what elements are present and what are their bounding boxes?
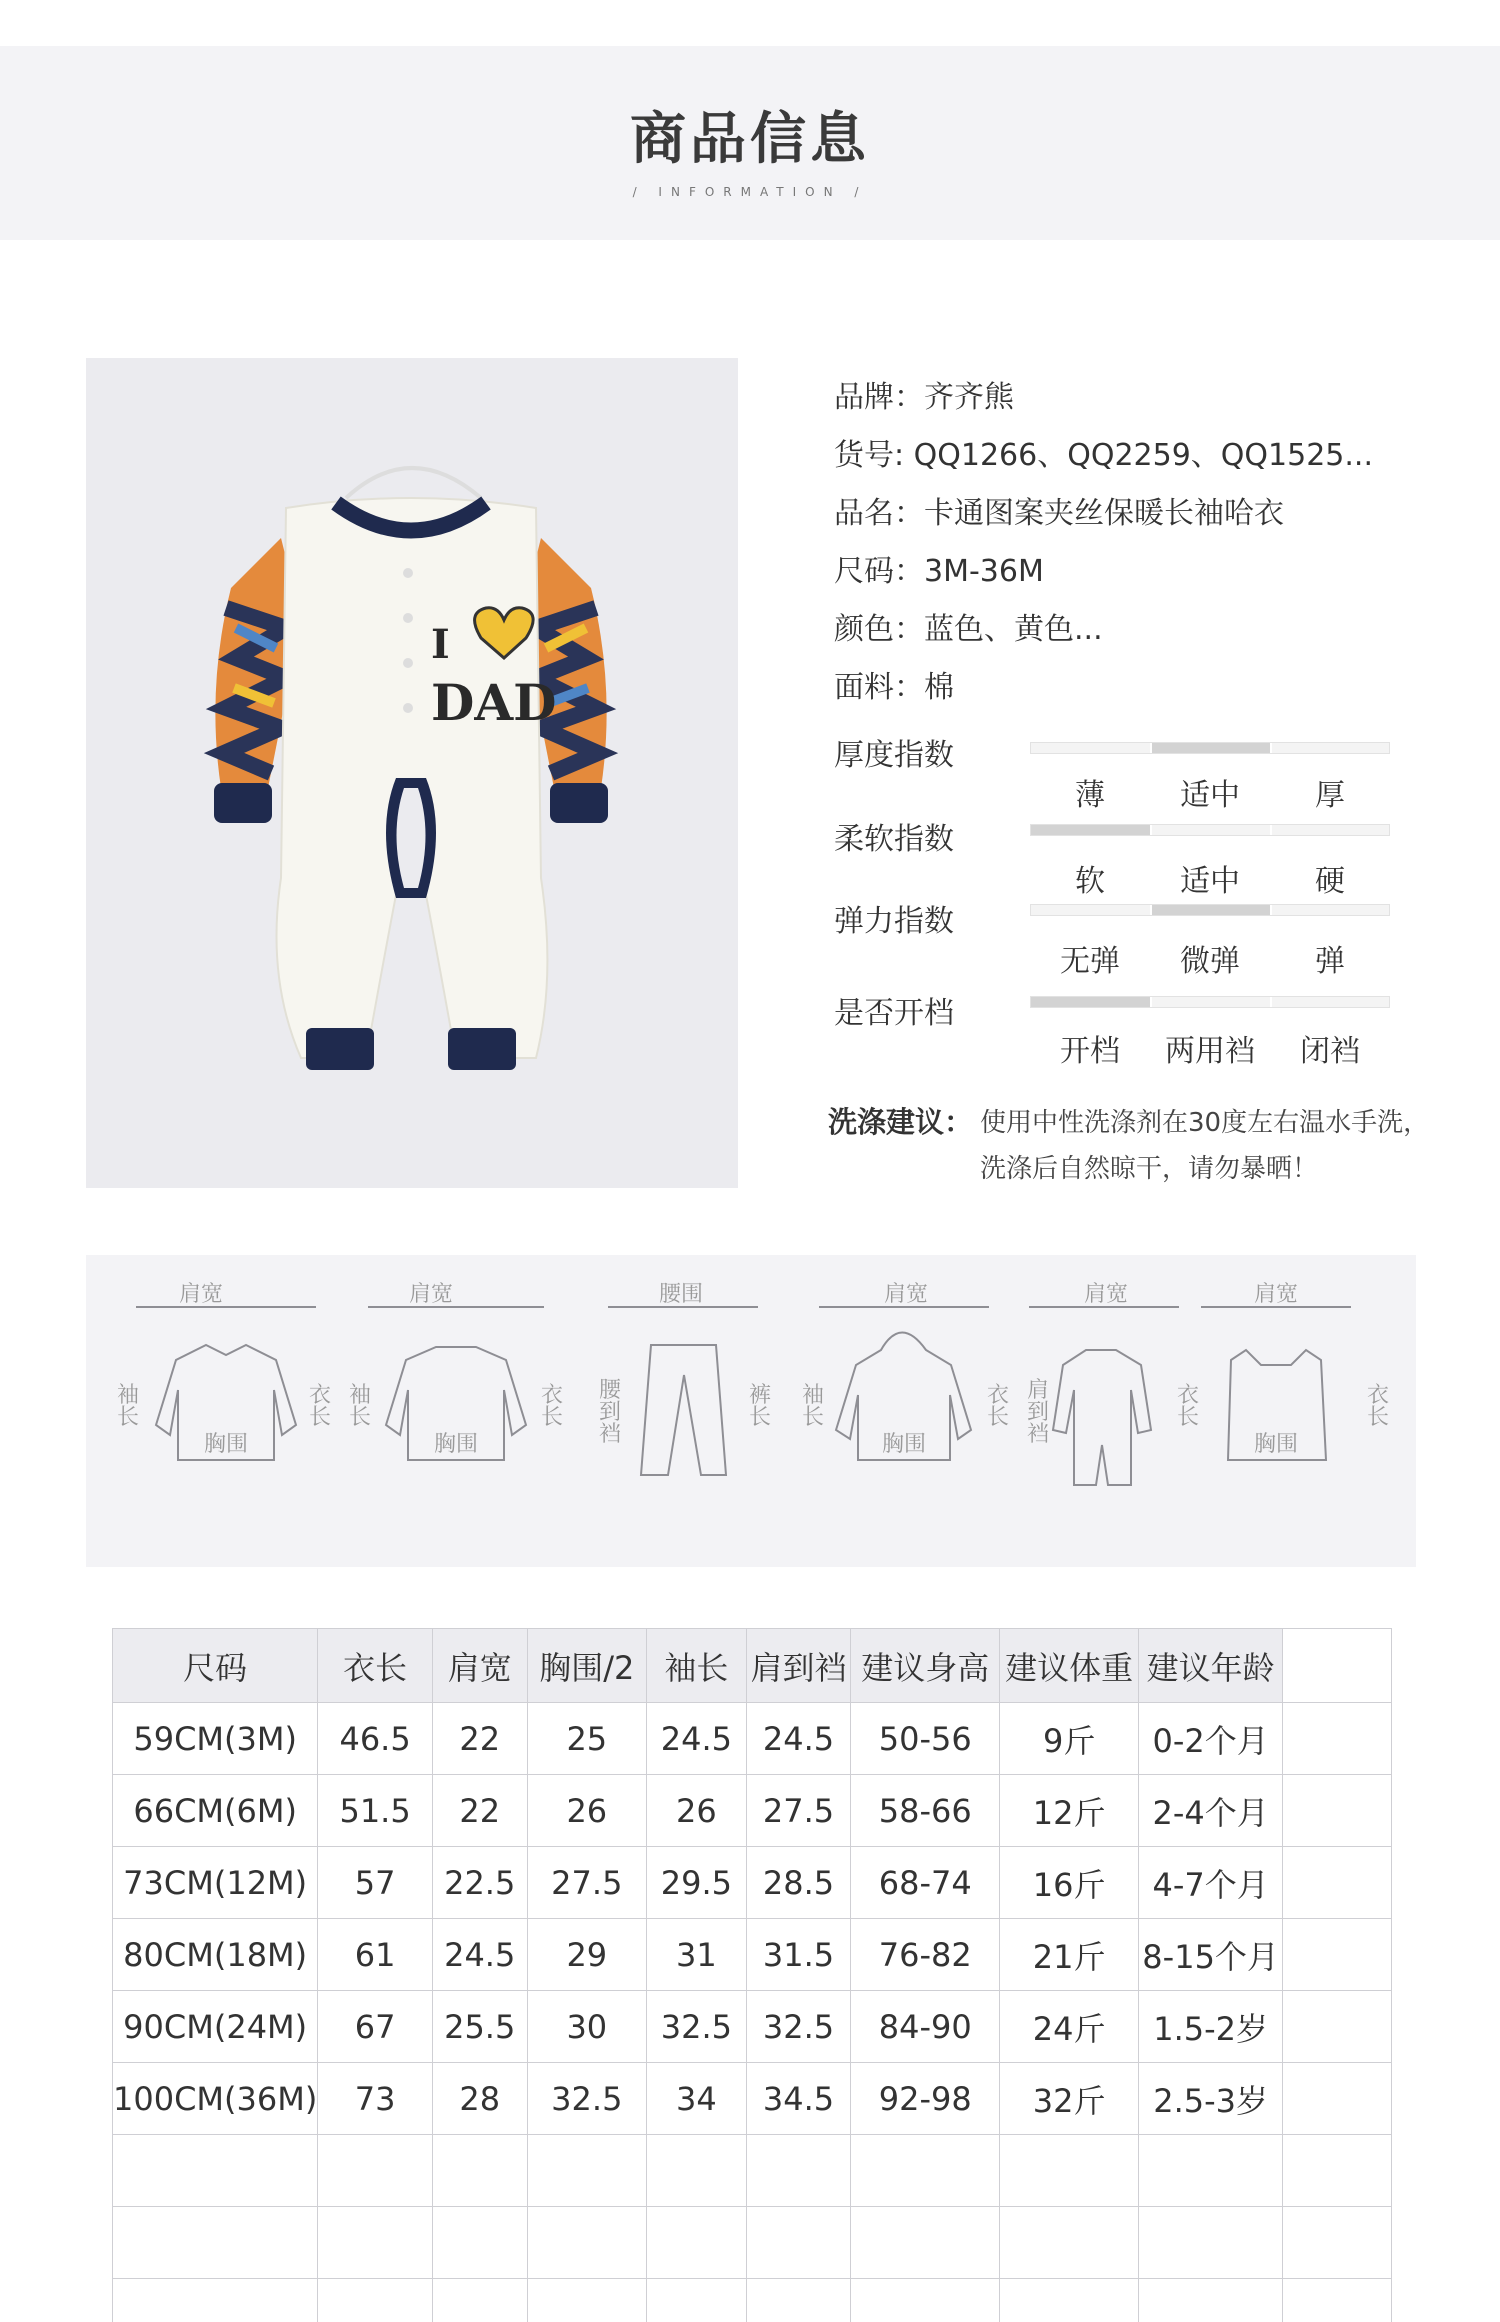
table-cell: [1283, 1775, 1392, 1847]
name-label: 品名：: [834, 496, 924, 531]
guide-left-label: 袖长: [801, 1383, 824, 1430]
table-cell: 29.5: [647, 1847, 747, 1919]
table-header-cell: 建议体重: [1000, 1629, 1139, 1703]
table-cell: 9斤: [1000, 1703, 1139, 1775]
table-cell: 80CM(18M): [113, 1919, 318, 1991]
table-cell: 8-15个月: [1139, 1919, 1283, 1991]
table-cell: 22.5: [432, 1847, 527, 1919]
table-cell: 31: [647, 1919, 747, 1991]
table-cell: 84-90: [851, 1991, 1000, 2063]
info-fabric: [834, 662, 954, 706]
table-cell: [851, 2279, 1000, 2322]
brand-label: 品牌：: [834, 380, 924, 415]
sku-label: 货号:: [834, 438, 914, 473]
guide-left-label: 袖长: [116, 1383, 139, 1430]
thickness-meter: [1030, 742, 1390, 754]
section-title: 商品信息: [630, 107, 870, 172]
crotch-option: 闭裆: [1300, 1034, 1360, 1069]
table-cell: 67: [318, 1991, 433, 2063]
table-cell: 73: [318, 2063, 433, 2135]
table-header-cell: 肩宽: [432, 1629, 527, 1703]
table-cell: 29: [527, 1919, 646, 1991]
table-cell: 58-66: [851, 1775, 1000, 1847]
thickness-option: 厚: [1315, 778, 1345, 813]
table-cell: 57: [318, 1847, 433, 1919]
color-value: 蓝色、黄色...: [924, 612, 1103, 647]
table-cell: 25: [527, 1703, 646, 1775]
elasticity-option: 微弹: [1180, 944, 1240, 979]
guide-left-label: 肩到裆: [1026, 1378, 1049, 1447]
table-cell: [527, 2279, 646, 2322]
table-cell: [1139, 2135, 1283, 2207]
table-cell: 31.5: [746, 1919, 851, 1991]
table-row: [113, 1775, 1392, 1847]
table-cell: 2.5-3岁: [1139, 2063, 1283, 2135]
name-value: 卡通图案夹丝保暖长袖哈衣: [924, 496, 1284, 531]
sku-value: QQ1266、QQ2259、QQ1525...: [913, 438, 1373, 473]
table-cell: 0-2个月: [1139, 1703, 1283, 1775]
table-cell: [527, 2207, 646, 2279]
table-header-cell: 建议年龄: [1139, 1629, 1283, 1703]
table-cell: [432, 2279, 527, 2322]
table-cell: 76-82: [851, 1919, 1000, 1991]
table-cell: [1000, 2207, 1139, 2279]
table-cell: [1139, 2279, 1283, 2322]
table-cell: [432, 2135, 527, 2207]
guide-top-label: 肩宽: [883, 1282, 928, 1307]
product-photo: [86, 358, 738, 1188]
table-cell: 34: [647, 2063, 747, 2135]
print-text-i: I: [431, 621, 450, 668]
table-cell: [527, 2135, 646, 2207]
table-cell: 4-7个月: [1139, 1847, 1283, 1919]
table-cell: 50-56: [851, 1703, 1000, 1775]
table-cell: 28.5: [746, 1847, 851, 1919]
table-cell: 66CM(6M): [113, 1775, 318, 1847]
table-header-cell: 胸围/2: [527, 1629, 646, 1703]
table-cell: 16斤: [1000, 1847, 1139, 1919]
table-cell: 27.5: [527, 1847, 646, 1919]
table-cell: 59CM(3M): [113, 1703, 318, 1775]
softness-meter: [1030, 824, 1390, 836]
table-cell: 24.5: [647, 1703, 747, 1775]
brand-value: 齐齐熊: [924, 380, 1014, 415]
table-cell: [1283, 2279, 1392, 2322]
guide-center-label: 胸围: [1253, 1432, 1298, 1457]
crotch-option: 开档: [1060, 1034, 1120, 1069]
table-cell: [746, 2135, 851, 2207]
table-cell: 27.5: [746, 1775, 851, 1847]
table-cell: 68-74: [851, 1847, 1000, 1919]
table-header-cell: 建议身高: [851, 1629, 1000, 1703]
table-cell: 26: [647, 1775, 747, 1847]
table-cell: [113, 2135, 318, 2207]
table-cell: [318, 2279, 433, 2322]
guide-top-label: 肩宽: [178, 1282, 223, 1307]
table-cell: [1283, 1703, 1392, 1775]
crotch-option: 两用裆: [1165, 1034, 1255, 1069]
table-cell: 100CM(36M): [113, 2063, 318, 2135]
table-cell: 1.5-2岁: [1139, 1991, 1283, 2063]
print-text-dad: DAD: [431, 673, 557, 732]
fabric-value: 棉: [924, 670, 954, 705]
table-row: [113, 2135, 1392, 2207]
thickness-option: 薄: [1075, 778, 1105, 813]
table-cell: 92-98: [851, 2063, 1000, 2135]
crotch-index-label: 是否开档: [834, 996, 954, 1031]
wash-line-1: 使用中性洗涤剂在30度左右温水手洗，: [980, 1108, 1430, 1138]
table-cell: [1283, 1991, 1392, 2063]
table-row: [113, 2279, 1392, 2322]
wash-label: 洗涤建议：: [828, 1105, 974, 1139]
softness-option: 硬: [1315, 864, 1345, 899]
table-cell: 24.5: [432, 1919, 527, 1991]
table-row: [113, 1847, 1392, 1919]
table-header-cell: 肩到裆: [746, 1629, 851, 1703]
guide-right-label: 衣长: [540, 1383, 563, 1430]
crotch-meter: [1030, 996, 1390, 1008]
table-header-row: [113, 1629, 1392, 1703]
elasticity-index-label: 弹力指数: [834, 904, 954, 939]
table-cell: 32斤: [1000, 2063, 1139, 2135]
table-cell: [113, 2207, 318, 2279]
table-cell: 90CM(24M): [113, 1991, 318, 2063]
elasticity-option: 无弹: [1060, 944, 1120, 979]
table-cell: [1000, 2135, 1139, 2207]
guide-right-label: 裤长: [748, 1383, 771, 1430]
softness-index-label: 柔软指数: [834, 822, 954, 857]
romper-illustration: [86, 358, 738, 1188]
table-cell: [851, 2207, 1000, 2279]
table-cell: 34.5: [746, 2063, 851, 2135]
table-row: [113, 2063, 1392, 2135]
elasticity-option: 弹: [1315, 944, 1345, 979]
table-header-cell: 衣长: [318, 1629, 433, 1703]
table-cell: 32.5: [746, 1991, 851, 2063]
table-cell: [746, 2279, 851, 2322]
table-cell: [1000, 2279, 1139, 2322]
thickness-option: 适中: [1180, 778, 1240, 813]
table-cell: 25.5: [432, 1991, 527, 2063]
table-cell: 26: [527, 1775, 646, 1847]
table-cell: 24斤: [1000, 1991, 1139, 2063]
color-label: 颜色：: [834, 612, 924, 647]
guide-top-label: 腰围: [658, 1282, 703, 1307]
table-cell: 73CM(12M): [113, 1847, 318, 1919]
size-table: [112, 1628, 1392, 2322]
table-cell: 22: [432, 1703, 527, 1775]
thickness-index-label: 厚度指数: [834, 738, 954, 773]
table-cell: 2-4个月: [1139, 1775, 1283, 1847]
table-cell: 51.5: [318, 1775, 433, 1847]
table-row: [113, 1703, 1392, 1775]
guide-right-label: 衣长: [1176, 1383, 1199, 1430]
table-cell: 24.5: [746, 1703, 851, 1775]
size-label: 尺码：: [834, 554, 924, 589]
elasticity-meter: [1030, 904, 1390, 916]
info-color: [834, 604, 1103, 648]
table-cell: [647, 2207, 747, 2279]
table-cell: [851, 2135, 1000, 2207]
wash-line-2: 洗涤后自然晾干，请勿暴晒！: [980, 1154, 1319, 1184]
table-row: [113, 1919, 1392, 1991]
section-subtitle: / INFORMATION /: [632, 185, 868, 199]
table-cell: [432, 2207, 527, 2279]
guide-right-label: 衣长: [1366, 1383, 1389, 1430]
table-cell: 61: [318, 1919, 433, 1991]
softness-option: 软: [1075, 864, 1105, 899]
table-cell: 32.5: [647, 1991, 747, 2063]
size-value: 3M-36M: [924, 554, 1044, 589]
table-cell: [647, 2279, 747, 2322]
table-cell: [1283, 1919, 1392, 1991]
table-header-cell: 尺码: [113, 1629, 318, 1703]
table-cell: [113, 2279, 318, 2322]
table-cell: 32.5: [527, 2063, 646, 2135]
table-cell: [318, 2135, 433, 2207]
guide-left-label: 袖长: [348, 1383, 371, 1430]
guide-top-label: 肩宽: [1253, 1282, 1298, 1307]
table-cell: 22: [432, 1775, 527, 1847]
table-cell: 21斤: [1000, 1919, 1139, 1991]
info-brand: [834, 372, 1014, 416]
table-cell: 30: [527, 1991, 646, 2063]
table-cell: [318, 2207, 433, 2279]
table-row: [113, 2207, 1392, 2279]
table-cell: [1283, 2063, 1392, 2135]
guide-center-label: 胸围: [203, 1432, 248, 1457]
table-cell: [746, 2207, 851, 2279]
table-header-cell: [1283, 1629, 1392, 1703]
info-name: [834, 488, 1284, 532]
guide-center-label: 胸围: [433, 1432, 478, 1457]
guide-left-label: 腰到裆: [598, 1378, 621, 1447]
table-header-cell: 袖长: [647, 1629, 747, 1703]
table-cell: [1283, 1847, 1392, 1919]
table-cell: 28: [432, 2063, 527, 2135]
table-cell: 12斤: [1000, 1775, 1139, 1847]
guide-right-label: 衣长: [986, 1383, 1009, 1430]
guide-center-label: 胸围: [881, 1432, 926, 1457]
table-row: [113, 1991, 1392, 2063]
info-size: [834, 546, 1044, 590]
info-sku: [834, 430, 1373, 474]
table-cell: [1139, 2207, 1283, 2279]
table-cell: 46.5: [318, 1703, 433, 1775]
table-cell: [1283, 2207, 1392, 2279]
table-cell: [647, 2135, 747, 2207]
table-cell: [1283, 2135, 1392, 2207]
softness-option: 适中: [1180, 864, 1240, 899]
guide-top-label: 肩宽: [1083, 1282, 1128, 1307]
fabric-label: 面料：: [834, 670, 924, 705]
measure-guide: [86, 1255, 1416, 1567]
guide-right-label: 衣长: [308, 1383, 331, 1430]
guide-top-label: 肩宽: [408, 1282, 453, 1307]
